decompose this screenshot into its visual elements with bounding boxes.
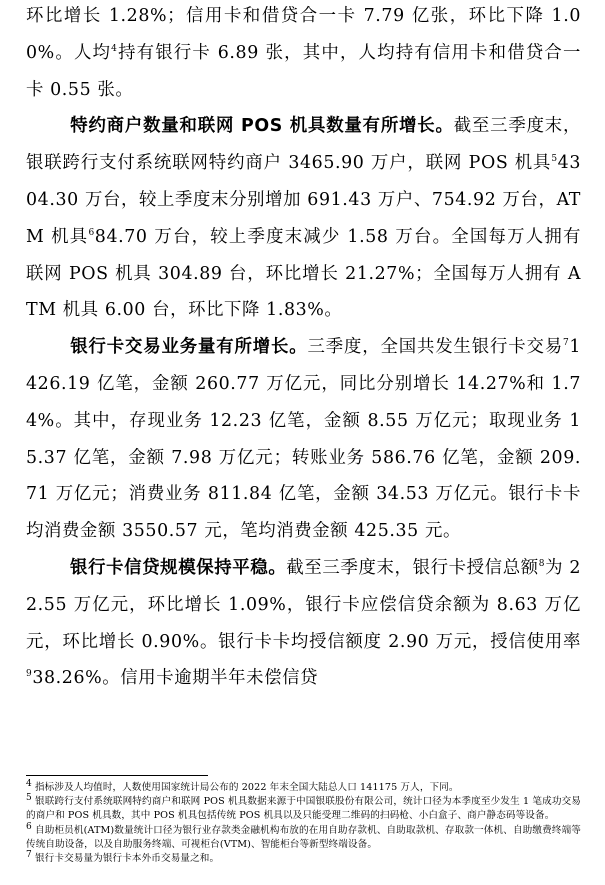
paragraph-text: 38.26%。信用卡逾期半年未偿信贷 [32,668,319,689]
footnote-ref: 4 [111,44,118,54]
paragraph-text: 4304.30 万台，较上季度末分别增加 691.43 万户、754.92 万台，ATM 机具 [26,153,581,247]
paragraph-text: 截至三季度末，银行卡授信总额 [286,557,539,578]
footnote-ref: 5 [551,154,558,165]
footnote-number: 7 [26,849,32,860]
footnote-7 [26,849,581,866]
footnote-text: 银行卡交易量为银行卡本外币交易量之和。 [34,853,220,865]
paragraph-heading: 银行卡交易业务量有所增长。 [70,337,308,358]
paragraph-text: 持有银行卡 6.89 张，其中，人均持有信用卡和借贷合一卡 0.55 张。 [26,42,581,100]
paragraph-heading: 特约商户数量和联网 POS 机具数量有所增长。 [70,116,454,137]
footnote-number: 4 [26,778,32,789]
footnote-ref: 9 [26,669,33,680]
paragraph-text: 为 22.55 万亿元，环比增长 1.09%，银行卡应偿信贷余额为 8.63 万亿元，环比增长 0.90%。银行卡卡均授信额度 2.90 万元，授信使用率 [26,557,581,652]
footnote-number: 5 [26,793,32,804]
footnote-separator [26,775,208,776]
footnote-4 [26,778,581,795]
paragraph-text: 环比增长 1.28%；信用卡和借贷合一卡 7.79 亿张，环比下降 1.00%。人均 [26,6,581,63]
footnote-ref: 6 [88,227,95,238]
paragraph-text: 1426.19 亿笔，金额 260.77 万亿元，同比分别增长 14.27%和 1.74%。其中，存现业务 12.23 亿笔，金额 8.55 万亿元；取现业务 15.37 亿笔，金额 7.98 万亿元；转账业务 586.76 亿笔，金额 209.71 万亿元；消费业务 811.84 亿笔，金额 34.53 万亿元。银行卡卡均消费金额 3550.57 元，笔均消费金额 425.35 元。 [26,337,581,542]
footnote-text: 指标涉及人均值时，人数使用国家统计局公布的 2022 年末全国大陆总人口 141175 万人，下同。 [34,782,459,793]
paragraph-heading: 银行卡信贷规模保持平稳。 [70,557,287,578]
footnotes [26,778,581,866]
footnote-text: 银联跨行支付系统联网特约商户和联网 POS 机具数据来源于中国银联股份有限公司，统计口径为本季度至少发生 1 笔成功交易的商户和 POS 机具数，其中 POS 机具包括传统 POS 机具以及只能受理二维码的扫码枪、小白盒子、商户静态码等设备。 [26,796,581,822]
footnote-ref: 8 [538,559,546,570]
paragraph-card-credit [0,550,605,697]
footnote-number: 6 [26,821,32,832]
footnote-text: 自助柜员机(ATM)数量统计口径为银行业存款类金融机构布放的在用自助存款机、自助取款机、存取款一体机、自助缴费终端等传统自助设备，以及自助服务终端、可视柜台(VTM)、智能柜台等新型终端设备。 [26,824,581,850]
footnote-ref: 7 [563,338,570,349]
paragraph-text: 截至三季度末，银联跨行支付系统联网特约商户 3465.90 万户，联网 POS 机具 [26,116,582,174]
paragraph-card-count-tail [0,0,605,108]
paragraph-text: 三季度，全国共发生银行卡交易 [307,337,563,358]
paragraph-text: 84.70 万台，较上季度末减少 1.58 万台。全国每万人拥有联网 POS 机具 304.89 台，环比增长 21.27%；全国每万人拥有 ATM 机具 6.00 台，环比下降 1.83%。 [26,226,581,321]
paragraph-card-transactions [0,329,605,550]
footnote-5 [26,795,581,823]
footnote-6 [26,821,581,852]
paragraph-merchants-pos [0,108,605,329]
